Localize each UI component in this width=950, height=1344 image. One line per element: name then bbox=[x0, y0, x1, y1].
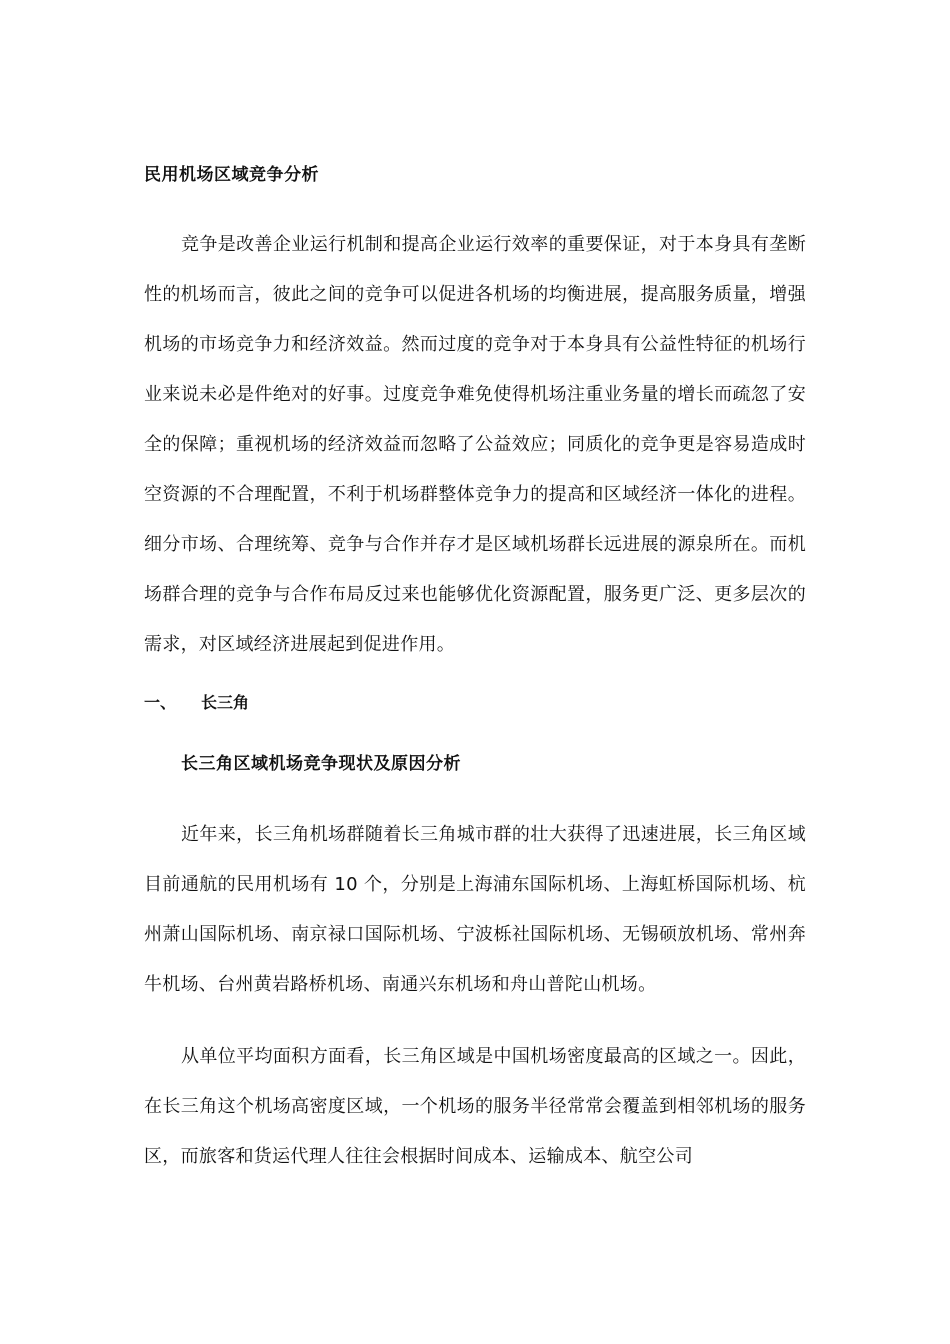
section-number: 一、 bbox=[144, 693, 177, 712]
subsection-heading: 长三角区域机场竞争现状及原因分析 bbox=[181, 754, 461, 774]
paragraph-airports: 近年来，长三角机场群随着长三角城市群的壮大获得了迅速进展，长三角区域目前通航的民用机场有 10 个，分别是上海浦东国际机场、上海虹桥国际机场、杭州萧山国际机场、南京禄口国际机场、宁波栎社国际机场、无锡硕放机场、常州奔牛机场、台州黄岩路桥机场、南通兴东机场和舟山普陀山机场。 bbox=[144, 824, 806, 995]
paragraph-density: 从单位平均面积方面看，长三角区域是中国机场密度最高的区域之一。因此，在长三角这个机场高密度区域，一个机场的服务半径常常会覆盖到相邻机场的服务区，而旅客和货运代理人往往会根据时间成本、运输成本、航空公司 bbox=[144, 1046, 806, 1167]
paragraph-intro: 竞争是改善企业运行机制和提高企业运行效率的重要保证，对于本身具有垄断性的机场而言，彼此之间的竞争可以促进各机场的均衡进展，提高服务质量，增强机场的市场竞争力和经济效益。然而过度的竞争对于本身具有公益性特征的机场行业来说未必是件绝对的好事。过度竞争难免使得机场注重业务量的增长而疏忽了安全的保障；重视机场的经济效益而忽略了公益效应；同质化的竞争更是容易造成时空资源的不合理配置，不利于机场群整体竞争力的提高和区域经济一体化的进程。细分市场、合理统筹、竞争与合作并存才是区域机场群长远进展的源泉所在。而机场群合理的竞争与合作布局反过来也能够优化资源配置，服务更广泛、更多层次的需求，对区域经济进展起到促进作用。 bbox=[144, 234, 806, 655]
section-heading bbox=[144, 690, 249, 713]
section-title: 长三角 bbox=[201, 693, 250, 712]
document-title: 民用机场区域竞争分析 bbox=[144, 165, 319, 185]
